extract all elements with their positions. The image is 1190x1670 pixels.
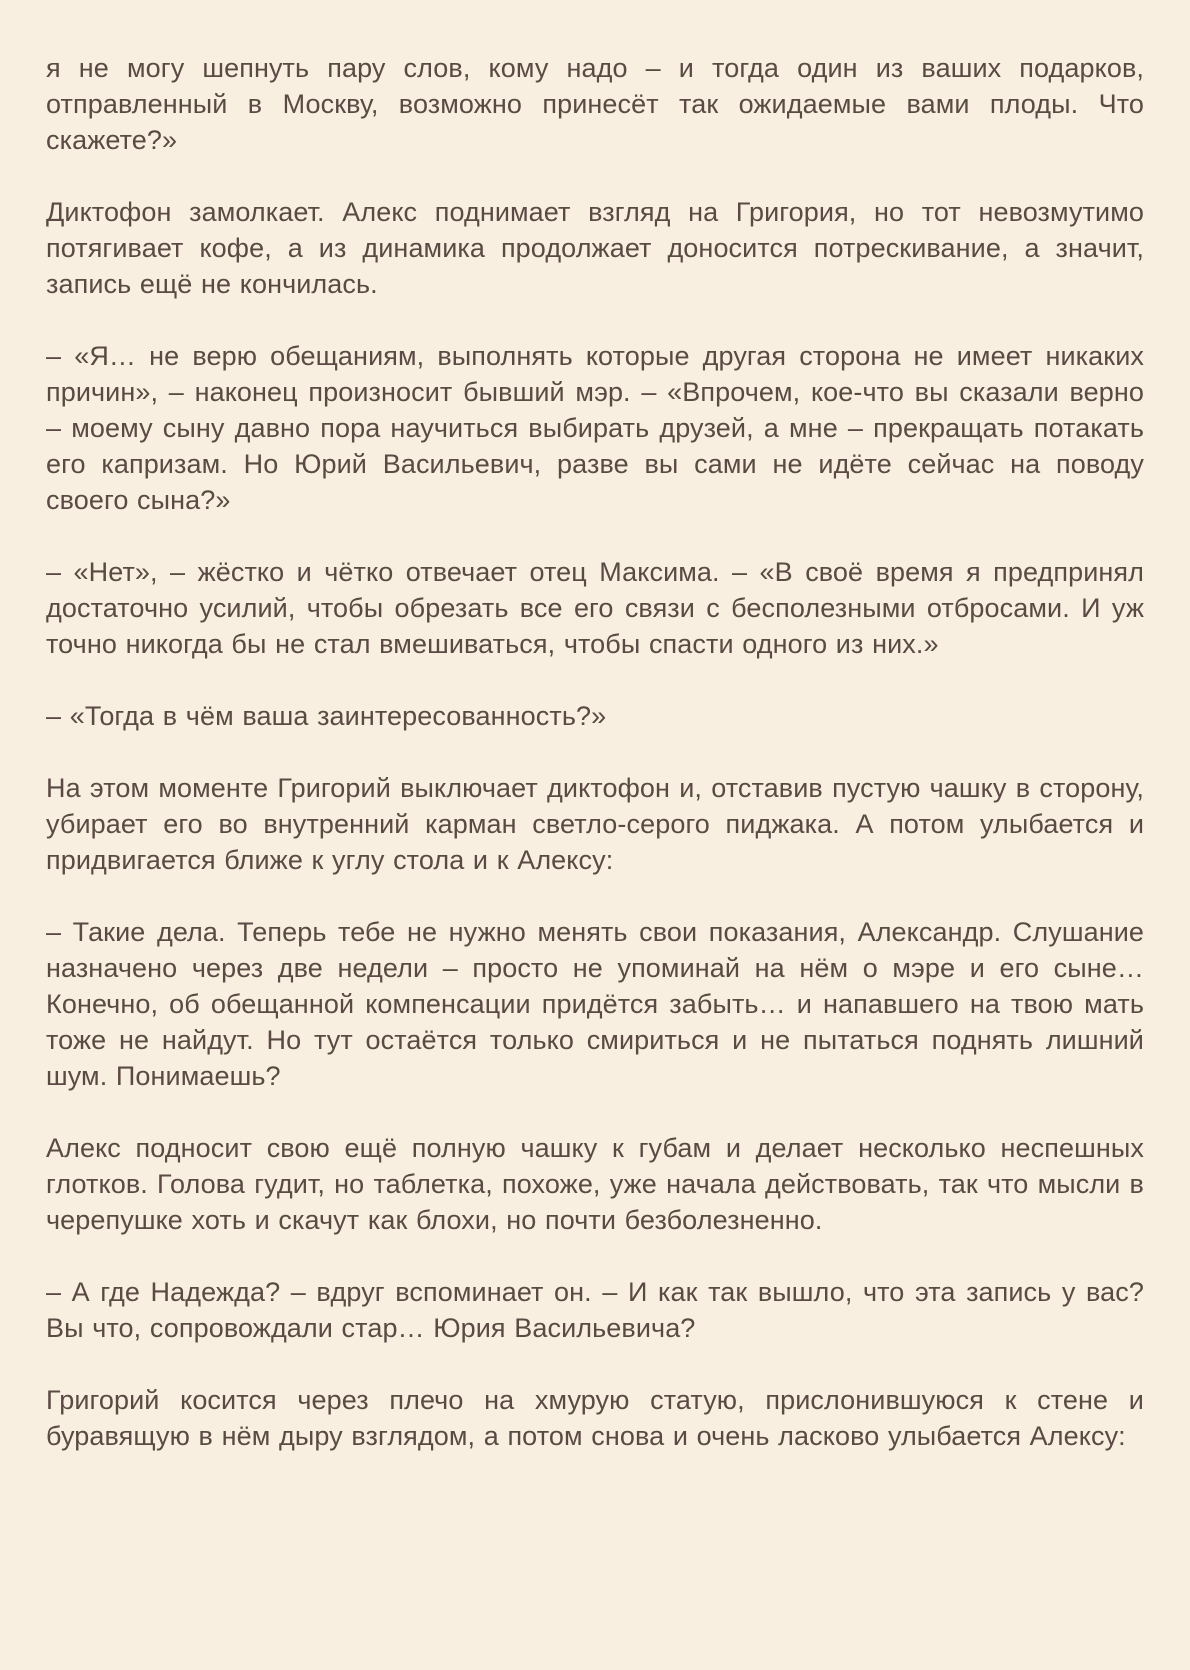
paragraph-9: – А где Надежда? – вдруг вспоминает он. – И как так вышло, что эта запись у вас? Вы что, сопровождали стар… Юрия Васильевича? bbox=[46, 1277, 1144, 1343]
paragraph-8: Алекс подносит свою ещё полную чашку к губам и делает несколько неспешных глотков. Голова гудит, но таблетка, похоже, уже начала действовать, так что мысли в черепушке хоть и скачут как блохи, но почти безболезненно. bbox=[46, 1133, 1144, 1235]
paragraph-7: – Такие дела. Теперь тебе не нужно менять свои показания, Александр. Слушание назначено через две недели – просто не упоминай на нём о мэре и его сыне… Конечно, об обещанной компенсации придётся забыть… и напавшего на твою мать тоже не найдут. Но тут остаётся только смириться и не пытаться поднять лишний шум. Понимаешь? bbox=[46, 917, 1144, 1091]
paragraph-4: – «Нет», – жёстко и чётко отвечает отец Максима. – «В своё время я предпринял достаточно усилий, чтобы обрезать все его связи с бесполезными отбросами. И уж точно никогда бы не стал вмешиваться, чтобы спасти одного из них.» bbox=[46, 557, 1144, 659]
paragraph-5: – «Тогда в чём ваша заинтересованность?» bbox=[46, 701, 607, 731]
paragraph-1: я не могу шепнуть пару слов, кому надо – и тогда один из ваших подарков, отправленный в Москву, возможно принесёт так ожидаемые вами плоды. Что скажете?» bbox=[46, 53, 1144, 155]
document-page bbox=[46, 50, 1144, 1454]
paragraph-2: Диктофон замолкает. Алекс поднимает взгляд на Григория, но тот невозмутимо потягивает кофе, а из динамика продолжает доносится потрескивание, а значит, запись ещё не кончилась. bbox=[46, 197, 1144, 299]
paragraph-6: На этом моменте Григорий выключает диктофон и, отставив пустую чашку в сторону, убирает его во внутренний карман светло-серого пиджака. А потом улыбается и придвигается ближе к углу стола и к Алексу: bbox=[46, 773, 1144, 875]
paragraph-10: Григорий косится через плечо на хмурую статую, прислонившуюся к стене и буравящую в нём дыру взглядом, а потом снова и очень ласково улыбается Алексу: bbox=[46, 1385, 1144, 1451]
paragraph-3: – «Я… не верю обещаниям, выполнять которые другая сторона не имеет никаких причин», – наконец произносит бывший мэр. – «Впрочем, кое-что вы сказали верно – моему сыну давно пора научиться выбирать друзей, а мне – прекращать потакать его капризам. Но Юрий Васильевич, разве вы сами не идёте сейчас на поводу своего сына?» bbox=[46, 341, 1144, 515]
